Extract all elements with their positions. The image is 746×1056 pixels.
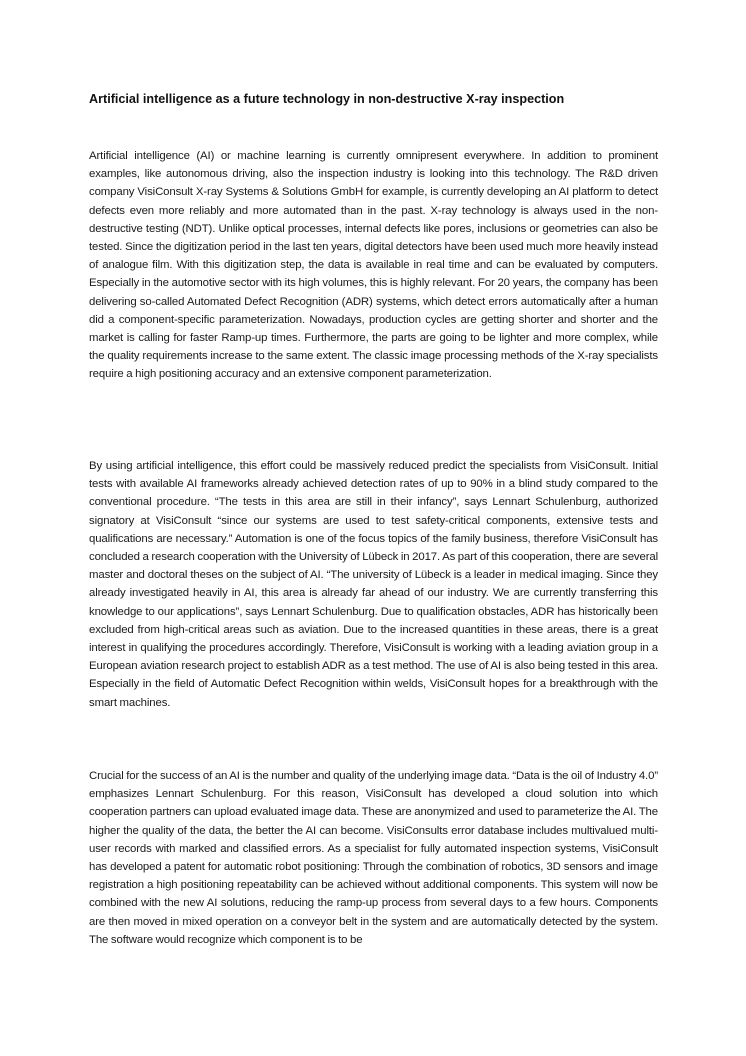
paragraph-image-data: Crucial for the success of an AI is the number and quality of the underlying image data. “Data is the oil of Industry 4.0” emphasizes Lennart Schulenburg. For this reason, VisiConsult has developed a cloud solution into which cooperation partners can upload evaluated image data. These are anonymized and used to parameterize the AI. The higher the quality of the data, the better the AI can become. VisiConsults error database includes multivalued multi-user records with marked and classified errors. As a specialist for fully automated inspection systems, VisiConsult has developed a patent for automatic robot positioning: Through the combination of robotics, 3D sensors and image registration a high positioning repeatability can be achieved without additional components. This system will now be combined with the new AI solutions, reducing the ramp-up process from several days to a few hours. Components are then moved in mixed operation on a conveyor belt in the system and are automatically detected by the system. The software would recognize which component is to be [89, 770, 658, 946]
document-title: Artificial intelligence as a future technology in non-destructive X-ray inspection [89, 92, 565, 106]
paragraph-research-cooperation: By using artificial intelligence, this effort could be massively reduced predict the specialists from VisiConsult. Initial tests with available AI frameworks already achieved detection rates of up to 90% in a blind study compared to the conventional procedure. “The tests in this area are still in their infancy”, says Lennart Schulenburg, authorized signatory at VisiConsult “since our systems are used to test safety-critical components, extensive tests and qualifications are necessary.” Automation is one of the focus topics of the family business, therefore VisiConsult has concluded a research cooperation with the University of Lübeck in 2017. As part of this cooperation, there are several master and doctoral theses on the subject of AI. “The university of Lübeck is a leader in medical imaging. Since they already investigated heavily in AI, this area is already far ahead of our industry. We are currently transferring this knowledge to our applications”, says Lennart Schulenburg. Due to qualification obstacles, ADR has historically been excluded from high-critical areas such as aviation. Due to the increased quantities in these areas, there is a great interest in qualifying the procedures accordingly. Therefore, VisiConsult is working with a leading aviation group in a European aviation research project to establish ADR as a test method. The use of AI is also being tested in this area. Especially in the field of Automatic Defect Recognition within welds, VisiConsult hopes for a breakthrough with the smart machines. [89, 460, 658, 709]
paragraph-ai-introduction: Artificial intelligence (AI) or machine learning is currently omnipresent everywhere. In addition to prominent examples, like autonomous driving, also the inspection industry is looking into this technology. The R&D driven company VisiConsult X-ray Systems & Solutions GmbH for example, is currently developing an AI platform to detect defects even more reliably and more automated than in the past. X-ray technology is always used in the non-destructive testing (NDT). Unlike optical processes, internal defects like pores, inclusions or geometries can also be tested. Since the digitization period in the last ten years, digital detectors have been used much more heavily instead of analogue film. With this digitization step, the data is available in real time and can be evaluated by computers. Especially in the automotive sector with its high volumes, this is highly relevant. For 20 years, the company has been delivering so-called Automated Defect Recognition (ADR) systems, which detect errors automatically after a human did a component-specific parameterization. Nowadays, production cycles are getting shorter and shorter and the market is calling for faster Ramp-up times. Furthermore, the parts are going to be lighter and more complex, while the quality requirements increase to the same extent. The classic image processing methods of the X-ray specialists require a high positioning accuracy and an extensive component parameterization. [89, 150, 658, 381]
